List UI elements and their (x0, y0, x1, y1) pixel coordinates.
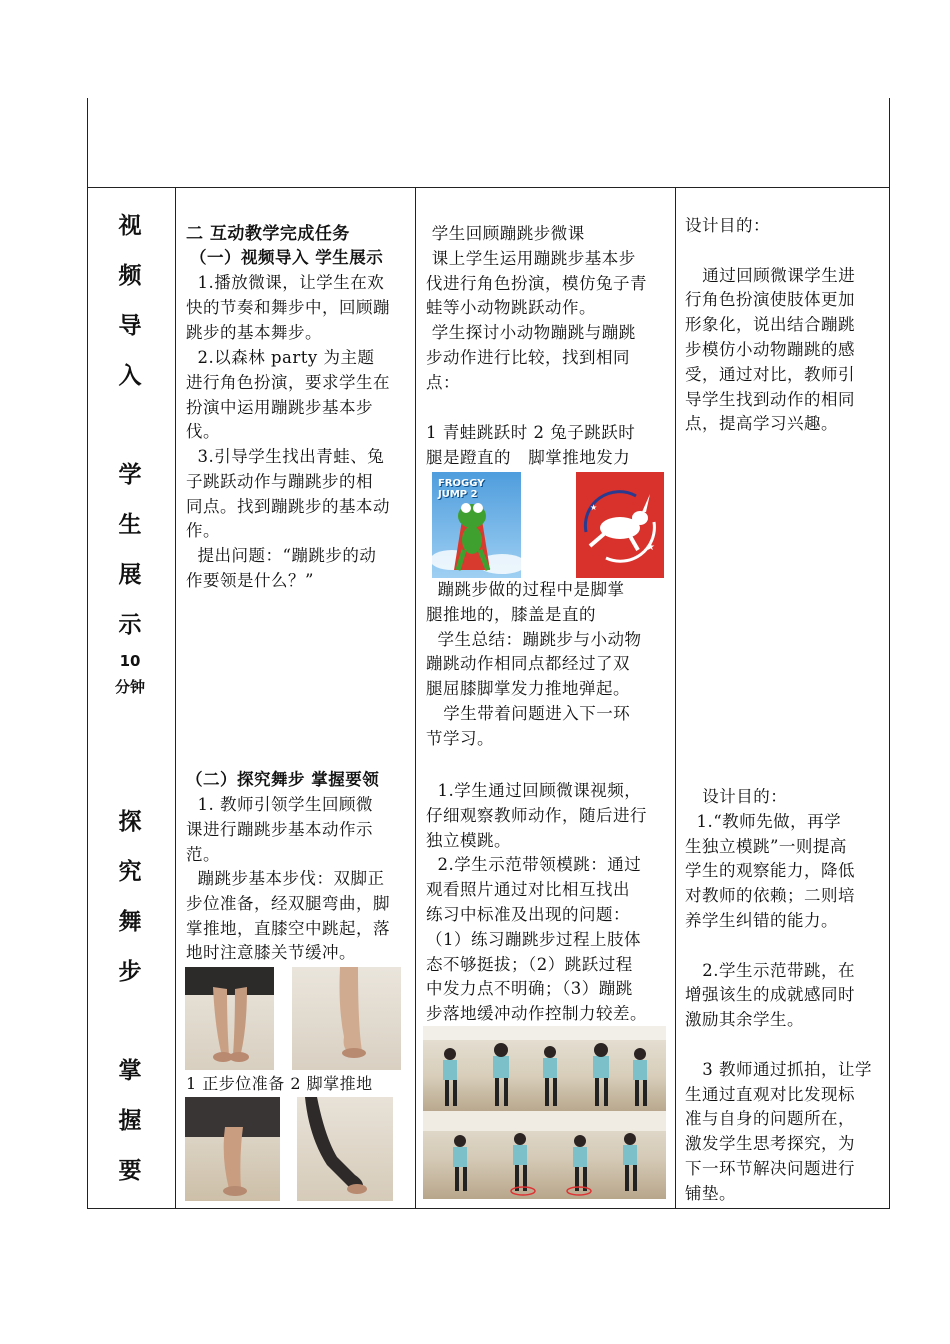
photo-sole-push (292, 967, 401, 1070)
teacher-step-3: 3.引导学生找出青蛙、兔 子跳跃动作与蹦跳步的相 同点。找到蹦跳步的基本动 作。 (186, 447, 390, 541)
frog-image (432, 472, 521, 578)
col-line-5 (889, 187, 890, 1209)
animal-comparison-text: 1 青蛙跳跃时 2 兔子跳跃时 腿是蹬直的 脚掌推地发力 (426, 423, 636, 467)
duration-number: 10 (119, 652, 141, 670)
teacher-step-1: 1.播放微课，让学生在欢 快的节奏和舞步中，回顾蹦 跳步的基本舞步。 (186, 273, 390, 342)
col-line-2 (175, 187, 176, 1209)
stage-char: 导 (118, 313, 142, 339)
stage-char: 生 (118, 512, 142, 538)
duration-unit: 分钟 (114, 678, 145, 696)
section-title: 二 互动教学完成任务 (186, 224, 350, 244)
svg-text:★: ★ (590, 503, 598, 512)
student-review-text: 学生回顾蹦跳步微课 课上学生运用蹦跳步基本步 伐进行角色扮演，模仿兔子青 蛙等小动物跳跃动作。 学生探讨小动物蹦跳与蹦跳 步动作进行比较，找到相同 点： (426, 224, 647, 392)
student-summary-text: 蹦跳步做的过程中是脚掌 腿推地的，膝盖是直的 学生总结：蹦跳步与小动物 蹦跳动作相同点都经过了双 腿屈膝脚掌发力推地弹起。 学生带着问题进入下一环 节学习。 (426, 580, 642, 748)
left-border-top (87, 98, 88, 188)
stage-char: 握 (118, 1108, 142, 1134)
bottom-border (87, 1208, 890, 1209)
col-line-1 (87, 187, 88, 1209)
class-photo-2 (423, 1111, 666, 1199)
rabbit-image (576, 472, 664, 578)
photo-knee-bend (185, 1097, 280, 1201)
row-divider (87, 187, 890, 188)
design-purpose-1: 设计目的： 通过回顾微课学生进 行角色扮演使肢体更加 形象化，说出结合蹦跳 步模仿小动物蹦跳的感 受，通过对比，教师引 导学生找到动作的相同 点，提高学习兴趣。 (685, 216, 856, 434)
photo-caption: 1 正步位准备 2 脚掌推地 (186, 1074, 373, 1093)
stage-char: 要 (118, 1158, 142, 1184)
photo-standing-position (185, 967, 274, 1070)
col-line-3 (415, 187, 416, 1209)
student-practice-text: 1.学生通过回顾微课视频， 仔细观察教师动作，随后进行 独立模跳。 2.学生示范带领模跳：通过 观看照片通过对比相互找出 练习中标准及出现的问题： （1）练习蹦跳步过程上肢体 态不够挺拔；（2）跳跃过程 中发力点不明确；（3）蹦跳 步落地缓冲动作控制力较差。 (426, 781, 647, 1024)
stage-char: 展 (118, 562, 142, 588)
stage-char: 究 (118, 859, 142, 885)
photo-jump (297, 1097, 393, 1201)
basic-step-text: 蹦跳步基本步伐：双脚正 步位准备，经双腿弯曲，脚 掌推地，直膝空中跳起，落 地时注意膝关节缓冲。 (186, 869, 390, 963)
teacher-step-2: 2.以森林 party 为主题 进行角色扮演，要求学生在 扮演中运用蹦跳步基本步 伐。 (186, 348, 390, 442)
design-purpose-2: 设计目的： 1.“教师先做，再学 生独立模跳”一则提高 学生的观察能力，降低 对教师的依赖；二则培 养学生纠错的能力。 2.学生示范带跳，在 增强该生的成就感同时 激励其余学生。 3 教师通过抓拍，让学 生通过直观对比发现标 准与自身的问题所在， 激发学生思考探究，为 下一环节解决问题进行 铺垫。 (685, 787, 872, 1203)
stage-char: 舞 (118, 909, 142, 935)
subsection-1-title: （一）视频导入 学生展示 (190, 248, 384, 267)
stage-char: 步 (118, 959, 142, 985)
col-line-4 (675, 187, 676, 1209)
teacher-question: 提出问题：“蹦跳步的动 作要领是什么？” (186, 546, 377, 590)
stage-char: 探 (118, 809, 142, 835)
frog-game-title: FROGGY JUMP 2 (438, 478, 485, 500)
stage-char: 示 (118, 612, 142, 638)
teacher-demo-text: 1. 教师引领学生回顾微 课进行蹦跳步基本动作示 范。 (186, 795, 373, 864)
stage-char: 掌 (118, 1058, 142, 1084)
stage-char: 入 (118, 363, 142, 389)
svg-text:★: ★ (646, 542, 655, 553)
stage-char: 学 (118, 462, 142, 488)
stage-char: 视 (118, 213, 142, 239)
class-photo-1 (423, 1026, 666, 1111)
right-border-top (889, 98, 890, 188)
stage-char: 频 (118, 263, 142, 289)
subsection-2-title: （二）探究舞步 掌握要领 (186, 770, 380, 789)
